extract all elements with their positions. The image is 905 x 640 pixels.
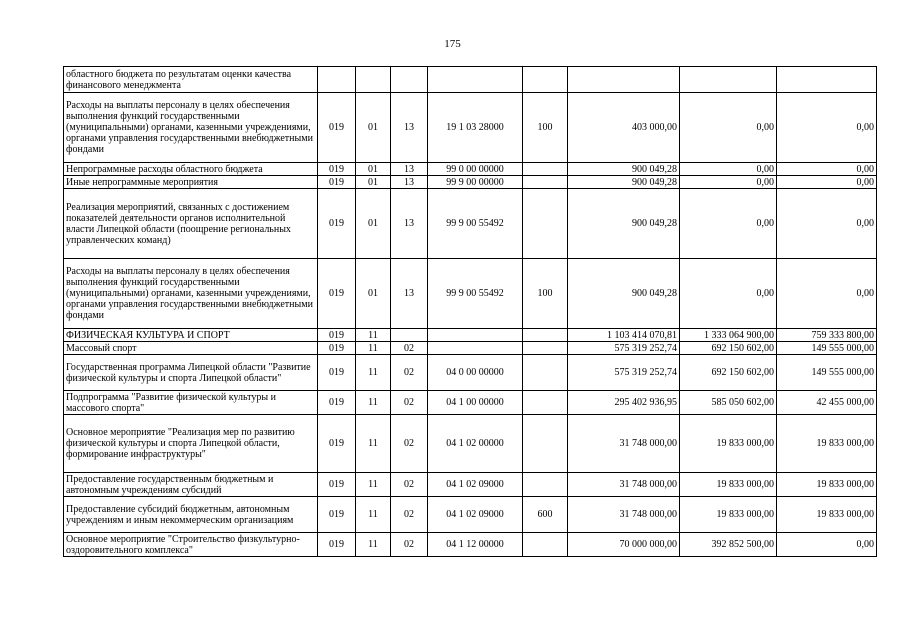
- table-row: [64, 497, 877, 533]
- target-article: 04 0 00 00000: [428, 355, 523, 391]
- target-article: 99 0 00 00000: [428, 163, 523, 176]
- subsection-code: 02: [391, 342, 428, 355]
- amount-year-2: 0,00: [680, 93, 777, 163]
- expense-type: [523, 176, 568, 189]
- expense-type: [523, 391, 568, 415]
- table-row: [64, 342, 877, 355]
- amount-year-2: 392 852 500,00: [680, 533, 777, 557]
- amount-year-3: [777, 67, 877, 93]
- table-row: [64, 176, 877, 189]
- row-name: Основное мероприятие "Строительство физкультурно-оздоровительного комплекса": [64, 533, 318, 557]
- ministry-code: 019: [318, 415, 356, 473]
- row-name: Иные непрограммные мероприятия: [64, 176, 318, 189]
- ministry-code: 019: [318, 473, 356, 497]
- subsection-code: 13: [391, 259, 428, 329]
- amount-year-3: 0,00: [777, 259, 877, 329]
- amount-year-2: 0,00: [680, 259, 777, 329]
- target-article: 99 9 00 00000: [428, 176, 523, 189]
- amount-year-1: 31 748 000,00: [568, 497, 680, 533]
- amount-year-3: 0,00: [777, 93, 877, 163]
- target-article: 04 1 02 09000: [428, 497, 523, 533]
- amount-year-3: 0,00: [777, 163, 877, 176]
- ministry-code: 019: [318, 259, 356, 329]
- ministry-code: [318, 67, 356, 93]
- section-code: 11: [356, 355, 391, 391]
- row-name: Реализация мероприятий, связанных с достижением показателей деятельности органов исполнительной власти Липецкой области (поощрение региональных управленческих команд): [64, 189, 318, 259]
- section-code: 11: [356, 533, 391, 557]
- row-name: Массовый спорт: [64, 342, 318, 355]
- subsection-code: 02: [391, 533, 428, 557]
- subsection-code: [391, 67, 428, 93]
- section-code: [356, 67, 391, 93]
- section-code: 11: [356, 473, 391, 497]
- amount-year-1: 403 000,00: [568, 93, 680, 163]
- table-row: [64, 67, 877, 93]
- target-article: 99 9 00 55492: [428, 259, 523, 329]
- page-number: 175: [444, 38, 461, 50]
- subsection-code: 02: [391, 497, 428, 533]
- ministry-code: 019: [318, 342, 356, 355]
- subsection-code: 13: [391, 176, 428, 189]
- target-article: 99 9 00 55492: [428, 189, 523, 259]
- subsection-code: 02: [391, 415, 428, 473]
- table-row: [64, 391, 877, 415]
- expense-type: 600: [523, 497, 568, 533]
- amount-year-2: 692 150 602,00: [680, 355, 777, 391]
- expense-type: 100: [523, 93, 568, 163]
- amount-year-1: [568, 67, 680, 93]
- table-row: [64, 473, 877, 497]
- section-code: 01: [356, 93, 391, 163]
- ministry-code: 019: [318, 329, 356, 342]
- target-article: 04 1 00 00000: [428, 391, 523, 415]
- amount-year-1: 575 319 252,74: [568, 342, 680, 355]
- row-name: областного бюджета по результатам оценки качества финансового менеджмента: [64, 67, 318, 93]
- table-row: [64, 533, 877, 557]
- amount-year-1: 295 402 936,95: [568, 391, 680, 415]
- target-article: 19 1 03 28000: [428, 93, 523, 163]
- amount-year-3: 0,00: [777, 176, 877, 189]
- expense-type: [523, 342, 568, 355]
- row-name: Государственная программа Липецкой области "Развитие физической культуры и спорта Липецкой области": [64, 355, 318, 391]
- row-name: Основное мероприятие "Реализация мер по развитию физической культуры и спорта Липецкой области, формирование инфраструктуры": [64, 415, 318, 473]
- row-name: Непрограммные расходы областного бюджета: [64, 163, 318, 176]
- row-name: Подпрограмма "Развитие физической культуры и массового спорта": [64, 391, 318, 415]
- subsection-code: [391, 329, 428, 342]
- table-row: [64, 329, 877, 342]
- row-name: Расходы на выплаты персоналу в целях обеспечения выполнения функций государственными (муниципальными) органами, казенными учреждениями, органами управления государственными внебюджетными фондами: [64, 259, 318, 329]
- section-code: 01: [356, 176, 391, 189]
- amount-year-1: 70 000 000,00: [568, 533, 680, 557]
- amount-year-3: 0,00: [777, 189, 877, 259]
- amount-year-1: 31 748 000,00: [568, 415, 680, 473]
- section-code: 11: [356, 391, 391, 415]
- table-row: [64, 163, 877, 176]
- amount-year-1: 900 049,28: [568, 189, 680, 259]
- amount-year-1: 900 049,28: [568, 163, 680, 176]
- section-code: 11: [356, 342, 391, 355]
- amount-year-1: 31 748 000,00: [568, 473, 680, 497]
- budget-table: [63, 66, 877, 557]
- expense-type: [523, 355, 568, 391]
- subsection-code: 02: [391, 391, 428, 415]
- subsection-code: 13: [391, 189, 428, 259]
- expense-type: [523, 189, 568, 259]
- amount-year-3: 19 833 000,00: [777, 497, 877, 533]
- amount-year-2: 19 833 000,00: [680, 415, 777, 473]
- expense-type: [523, 329, 568, 342]
- expense-type: [523, 473, 568, 497]
- row-name: Предоставление субсидий бюджетным, автономным учреждениям и иным некоммерческим организациям: [64, 497, 318, 533]
- amount-year-2: 0,00: [680, 176, 777, 189]
- expense-type: [523, 163, 568, 176]
- target-article: 04 1 12 00000: [428, 533, 523, 557]
- table-row: [64, 93, 877, 163]
- table-row: [64, 189, 877, 259]
- amount-year-3: 759 333 800,00: [777, 329, 877, 342]
- target-article: 04 1 02 09000: [428, 473, 523, 497]
- ministry-code: 019: [318, 355, 356, 391]
- ministry-code: 019: [318, 391, 356, 415]
- section-code: 01: [356, 189, 391, 259]
- row-name: Расходы на выплаты персоналу в целях обеспечения выполнения функций государственными (муниципальными) органами, казенными учреждениями, органами управления государственными внебюджетными фондами: [64, 93, 318, 163]
- amount-year-1: 900 049,28: [568, 176, 680, 189]
- ministry-code: 019: [318, 497, 356, 533]
- target-article: [428, 67, 523, 93]
- amount-year-2: 19 833 000,00: [680, 497, 777, 533]
- amount-year-3: 19 833 000,00: [777, 415, 877, 473]
- amount-year-1: 575 319 252,74: [568, 355, 680, 391]
- expense-type: [523, 67, 568, 93]
- section-code: 11: [356, 497, 391, 533]
- amount-year-2: 692 150 602,00: [680, 342, 777, 355]
- expense-type: [523, 415, 568, 473]
- ministry-code: 019: [318, 176, 356, 189]
- expense-type: 100: [523, 259, 568, 329]
- subsection-code: 02: [391, 473, 428, 497]
- amount-year-2: 19 833 000,00: [680, 473, 777, 497]
- ministry-code: 019: [318, 93, 356, 163]
- ministry-code: 019: [318, 189, 356, 259]
- section-code: 01: [356, 163, 391, 176]
- amount-year-3: 42 455 000,00: [777, 391, 877, 415]
- table-row: [64, 415, 877, 473]
- target-article: [428, 329, 523, 342]
- subsection-code: 13: [391, 163, 428, 176]
- row-name: ФИЗИЧЕСКАЯ КУЛЬТУРА И СПОРТ: [64, 329, 318, 342]
- amount-year-3: 19 833 000,00: [777, 473, 877, 497]
- budget-table-body: [64, 67, 877, 557]
- section-code: 11: [356, 415, 391, 473]
- amount-year-2: 1 333 064 900,00: [680, 329, 777, 342]
- target-article: 04 1 02 00000: [428, 415, 523, 473]
- amount-year-3: 149 555 000,00: [777, 342, 877, 355]
- table-row: [64, 259, 877, 329]
- amount-year-1: 900 049,28: [568, 259, 680, 329]
- section-code: 11: [356, 329, 391, 342]
- amount-year-2: 0,00: [680, 163, 777, 176]
- ministry-code: 019: [318, 533, 356, 557]
- amount-year-2: 585 050 602,00: [680, 391, 777, 415]
- subsection-code: 02: [391, 355, 428, 391]
- amount-year-2: 0,00: [680, 189, 777, 259]
- amount-year-3: 0,00: [777, 533, 877, 557]
- amount-year-1: 1 103 414 070,81: [568, 329, 680, 342]
- ministry-code: 019: [318, 163, 356, 176]
- table-row: [64, 355, 877, 391]
- row-name: Предоставление государственным бюджетным и автономным учреждениям субсидий: [64, 473, 318, 497]
- target-article: [428, 342, 523, 355]
- amount-year-2: [680, 67, 777, 93]
- subsection-code: 13: [391, 93, 428, 163]
- section-code: 01: [356, 259, 391, 329]
- amount-year-3: 149 555 000,00: [777, 355, 877, 391]
- expense-type: [523, 533, 568, 557]
